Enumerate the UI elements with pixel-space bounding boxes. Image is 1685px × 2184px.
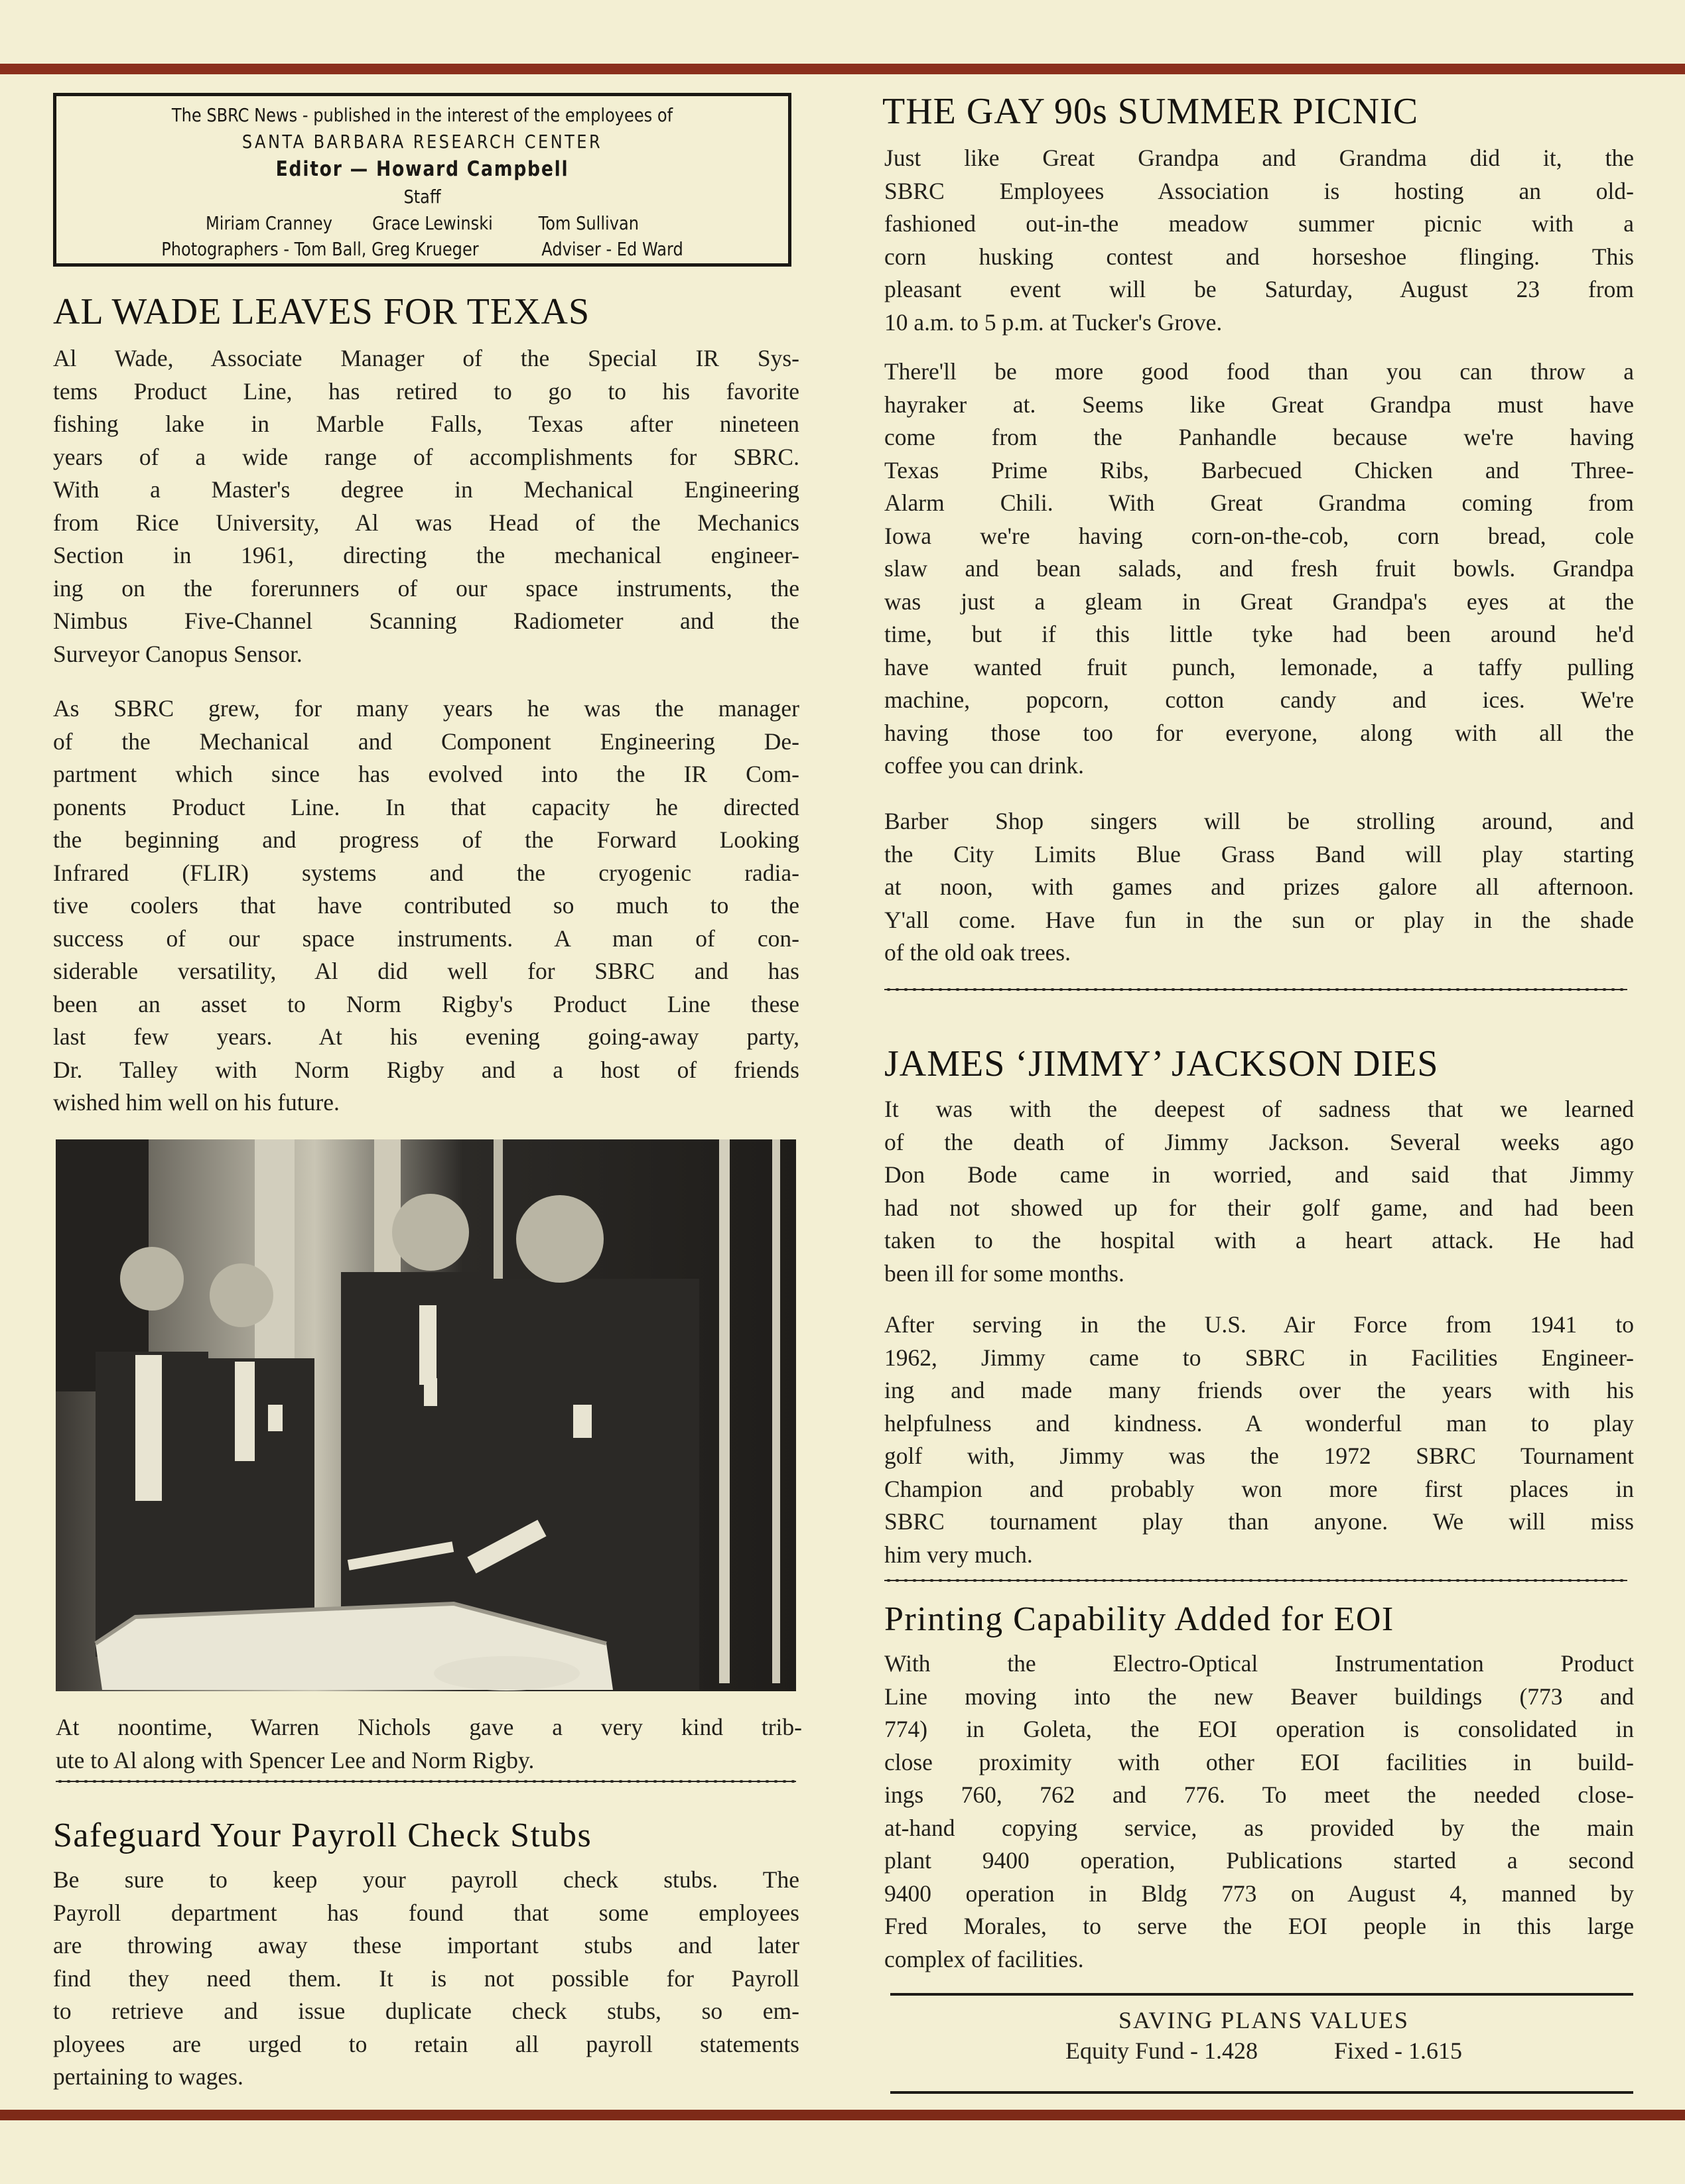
headline-eoi: Printing Capability Added for EOI [884,1600,1394,1638]
article-picnic-p2 [884,355,1634,783]
text-line: at-hand copying service, as provided by the main [884,1814,1634,1841]
text-line: Alarm Chili. With Great Grandma coming from [884,489,1634,516]
text-line: Dr. Talley with Norm Rigby and a host of friends [53,1056,799,1083]
article-eoi [884,1647,1634,1976]
text-line: plant 9400 operation, Publications started a second [884,1847,1634,1874]
text-line: was just a gleam in Great Grandpa's eyes at the [884,588,1634,615]
text-line: slaw and bean salads, and fresh fruit bowls. Grandpa [884,555,1634,582]
text-line: fashioned out-in-the meadow summer picnic with a [884,210,1634,237]
text-line: Don Bode came in worried, and said that Jimmy [884,1161,1634,1188]
text-line: Fred Morales, to serve the EOI people in this large [884,1913,1634,1939]
text-line: ployees are urged to retain all payroll statements [53,2030,799,2057]
text-line: Infrared (FLIR) systems and the cryogenic radia- [53,859,799,886]
staff-member: Miriam Cranney [205,212,332,234]
text-line: been ill for some months. [884,1259,1124,1287]
text-line: Y'all come. Have fun in the sun or play in the shade [884,906,1634,933]
bottom-color-rule [0,2110,1685,2120]
text-line: Surveyor Canopus Sensor. [53,640,303,667]
article-picnic-p3 [884,805,1634,970]
text-line: had not showed up for their golf game, and had been [884,1194,1634,1221]
text-line: Barber Shop singers will be strolling around, and [884,808,1634,834]
saving-plans-values [889,2037,1639,2065]
text-line: ing on the forerunners of our space instruments, the [53,574,799,602]
text-line: Nimbus Five-Channel Scanning Radiometer and the [53,608,799,634]
text-line: ing and made many friends over the years with his [884,1377,1634,1403]
text-line: It was with the deepest of sadness that we learned [884,1096,1634,1122]
masthead-staff-label: Staff [403,186,441,208]
equity-fund-value: Equity Fund - 1.428 [1065,2037,1258,2064]
article-jackson-p2 [884,1309,1634,1571]
text-line: come from the Panhandle because we're having [884,424,1634,450]
text-line: taken to the hospital with a heart attack. He had [884,1227,1634,1253]
text-line: have wanted fruit punch, lemonade, a taffy pulling [884,653,1634,680]
masthead-adviser: Adviser - Ed Ward [541,238,683,260]
article-al-wade-p2 [53,692,799,1120]
masthead-photographers: Photographers - Tom Ball, Greg Krueger [161,238,479,260]
text-line: 10 a.m. to 5 p.m. at Tucker's Grove. [884,308,1223,336]
farewell-party-photo [56,1139,796,1691]
section-divider [56,1777,796,1785]
text-line: SBRC tournament play than anyone. We will miss [884,1508,1634,1535]
top-color-rule [0,64,1685,74]
staff-member: Tom Sullivan [538,212,639,234]
text-line: success of our space instruments. A man of con- [53,925,799,952]
text-line: having those too for everyone, along with all the [884,719,1634,746]
text-line: 774) in Goleta, the EOI operation is consolidated in [884,1716,1634,1742]
masthead-credits [107,238,737,260]
text-line: Section in 1961, directing the mechanical engineer- [53,542,799,568]
text-line: fishing lake in Marble Falls, Texas after nineteen [53,411,799,437]
text-line: Line moving into the new Beaver buildings (773 and [884,1683,1634,1710]
article-al-wade-p1 [53,342,799,671]
text-line: hayraker at. Seems like Great Grandpa must have [884,391,1634,418]
text-line: to retrieve and issue duplicate check stubs, so em- [53,1998,799,2024]
text-line: machine, popcorn, cotton candy and ices. We're [884,686,1634,713]
text-line: ponents Product Line. In that capacity he directed [53,793,799,820]
text-line: complex of facilities. [884,1945,1084,1972]
text-line: siderable versatility, Al did well for SBRC and has [53,958,799,984]
text-line: are throwing away these important stubs and later [53,1932,799,1959]
masthead-publisher-line: The SBRC News - published in the interest of the employees of [171,104,673,126]
headline-payroll: Safeguard Your Payroll Check Stubs [53,1817,592,1854]
text-line: Champion and probably won more first places in [884,1475,1634,1502]
photo-image [56,1139,796,1691]
section-divider [884,986,1627,994]
text-line: ute to Al along with Spencer Lee and Norm Rigby. [56,1746,535,1773]
text-line: Texas Prime Ribs, Barbecued Chicken and Three- [884,456,1634,483]
text-line: pertaining to wages. [53,2063,243,2090]
article-payroll [53,1864,799,2094]
text-line: from Rice University, Al was Head of the Mechanics [53,509,799,536]
text-line: coffee you can drink. [884,752,1084,779]
text-line: the beginning and progress of the Forward Looking [53,826,799,853]
text-line: pleasant event will be Saturday, August 23 from [884,276,1634,302]
fixed-fund-value: Fixed - 1.615 [1334,2037,1462,2064]
text-line: him very much. [884,1541,1033,1568]
saving-plans-box [889,2006,1639,2065]
saving-plans-top-rule [890,1993,1633,1996]
section-divider [884,1576,1627,1584]
text-line: been an asset to Norm Rigby's Product Line these [53,990,799,1017]
staff-member: Grace Lewinski [372,212,493,234]
text-line: close proximity with other EOI facilities in build- [884,1748,1634,1775]
photo-caption [56,1711,802,1777]
text-line: Be sure to keep your payroll check stubs. The [53,1866,799,1893]
text-line: time, but if this little tyke had been around he'd [884,621,1634,647]
text-line: With a Master's degree in Mechanical Engineering [53,476,799,503]
text-line: tive coolers that have contributed so much to the [53,892,799,919]
text-line: Iowa we're having corn-on-the-cob, corn bread, cole [884,522,1634,549]
headline-picnic: THE GAY 90s SUMMER PICNIC [882,91,1419,132]
text-line: the City Limits Blue Grass Band will play starting [884,840,1634,867]
text-line: corn husking contest and horseshoe flinging. This [884,243,1634,270]
text-line: As SBRC grew, for many years he was the manager [53,695,799,722]
text-line: tems Product Line, has retired to go to his favorite [53,377,799,405]
text-line: With the Electro-Optical Instrumentation Product [884,1650,1634,1677]
article-picnic-p1 [884,142,1634,339]
headline-al-wade: AL WADE LEAVES FOR TEXAS [53,291,590,332]
masthead-organization: SANTA BARBARA RESEARCH CENTER [241,131,603,153]
masthead-staff-list [107,212,737,234]
text-line: wished him well on his future. [53,1089,340,1116]
text-line: There'll be more good food than you can throw a [884,358,1634,385]
text-line: After serving in the U.S. Air Force from 1941 to [884,1311,1634,1338]
text-line: helpfulness and kindness. A wonderful man to play [884,1409,1634,1437]
text-line: SBRC Employees Association is hosting an old- [884,177,1634,204]
saving-plans-bottom-rule [890,2091,1633,2094]
article-jackson-p1 [884,1093,1634,1290]
text-line: 1962, Jimmy came to SBRC in Facilities Engineer- [884,1344,1634,1371]
text-line: partment which since has evolved into the IR Com- [53,761,799,787]
headline-jackson: JAMES ‘JIMMY’ JACKSON DIES [884,1043,1439,1084]
text-line: Al Wade, Associate Manager of the Special IR Sys- [53,345,799,371]
masthead-editor: Editor — Howard Campbell [275,157,569,181]
text-line: of the death of Jimmy Jackson. Several weeks ago [884,1128,1634,1155]
text-line: ings 760, 762 and 776. To meet the needed close- [884,1781,1634,1808]
text-line: last few years. At his evening going-away party, [53,1023,799,1050]
text-line: Just like Great Grandpa and Grandma did it, the [884,145,1634,171]
text-line: golf with, Jimmy was the 1972 SBRC Tournament [884,1443,1634,1469]
text-line: at noon, with games and prizes galore all afternoon. [884,873,1634,900]
text-line: find they need them. It is not possible for Payroll [53,1964,799,1992]
saving-plans-title: SAVING PLANS VALUES [1118,2007,1410,2033]
text-line: 9400 operation in Bldg 773 on August 4, manned by [884,1880,1634,1907]
masthead-box [53,93,791,267]
text-line: At noontime, Warren Nichols gave a very kind trib- [56,1714,802,1740]
text-line: years of a wide range of accomplishments for SBRC. [53,443,799,470]
text-line: of the old oak trees. [884,939,1071,966]
text-line: Payroll department has found that some employees [53,1899,799,1926]
text-line: of the Mechanical and Component Engineering De- [53,728,799,755]
